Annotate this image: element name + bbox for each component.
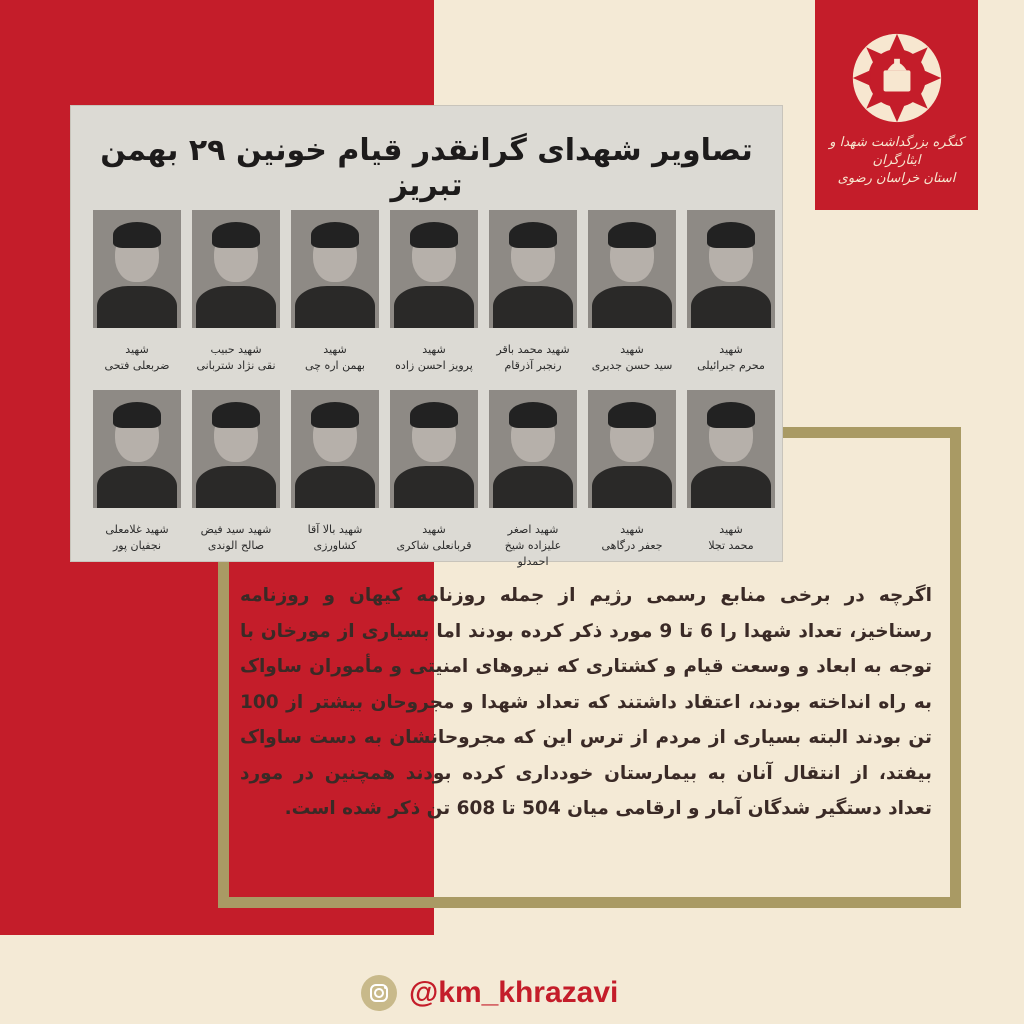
caption-line2: سید حسن جدیری: [591, 359, 673, 372]
martyr-portrait: [687, 390, 775, 554]
portrait-photo: [192, 210, 280, 328]
portrait-photo: [489, 390, 577, 508]
caption-line1: شهید: [620, 343, 644, 356]
portrait-caption: [93, 522, 181, 554]
caption-line2: کشاورزی: [313, 539, 357, 552]
portrait-caption: [687, 342, 775, 374]
portrait-caption: [291, 522, 379, 554]
martyr-portrait: [291, 390, 379, 554]
logo-text: [815, 134, 978, 188]
portrait-caption: [588, 522, 676, 554]
portrait-photo: [588, 390, 676, 508]
caption-line1: شهید: [620, 523, 644, 536]
portrait-caption: [192, 522, 280, 554]
caption-line2: ضربعلی فتحی: [104, 359, 170, 372]
portrait-caption: [489, 342, 577, 374]
martyr-portrait: [588, 390, 676, 554]
portrait-caption: [390, 522, 478, 554]
portrait-caption: [687, 522, 775, 554]
portrait-caption: [93, 342, 181, 374]
portrait-photo: [687, 390, 775, 508]
newspaper-clipping: [70, 105, 783, 568]
portrait-caption: [192, 342, 280, 374]
logo-badge: [815, 0, 978, 210]
portrait-photo: [390, 210, 478, 328]
caption-line1: شهید: [125, 343, 149, 356]
caption-line1: شهید سید فیض: [200, 523, 272, 536]
caption-line1: شهید محمد باقر: [496, 343, 570, 356]
caption-line2: علیزاده شیخ احمدلو: [504, 539, 562, 568]
martyr-portrait: [687, 210, 775, 374]
martyr-portrait: [93, 390, 181, 554]
caption-line1: شهید اصغر: [507, 523, 559, 536]
caption-line1: شهید غلامعلی: [105, 523, 169, 536]
caption-line2: صالح الوندی: [207, 539, 265, 552]
logo-text-line1: کنگره بزرگداشت شهدا و ایثارگران: [829, 135, 964, 168]
rosette-logo-icon: [849, 30, 945, 126]
instagram-icon: [361, 975, 397, 1011]
caption-line2: بهمن اره چی: [305, 359, 365, 372]
caption-line2: محرم جبرائیلی: [697, 359, 765, 372]
martyr-portrait: [390, 210, 478, 374]
martyr-portrait: [489, 390, 577, 570]
caption-line1: شهید: [719, 523, 743, 536]
portrait-photo: [93, 210, 181, 328]
caption-line1: شهید حبیب: [210, 343, 262, 356]
caption-line2: پرویز احسن زاده: [395, 359, 473, 372]
martyr-portrait: [291, 210, 379, 374]
portrait-photo: [489, 210, 577, 328]
caption-line2: نجفیان پور: [112, 539, 162, 552]
caption-line2: جعفر درگاهی: [601, 539, 663, 552]
caption-line2: قربانعلی شاکری: [396, 539, 472, 552]
portrait-photo: [93, 390, 181, 508]
caption-line1: شهید: [422, 343, 446, 356]
portrait-caption: [588, 342, 676, 374]
portrait-photo: [291, 390, 379, 508]
instagram-handle[interactable]: [361, 965, 618, 1021]
caption-line1: شهید: [323, 343, 347, 356]
martyr-portrait: [588, 210, 676, 374]
caption-line2: محمد تجلا: [708, 539, 754, 552]
logo-text-line2: استان خراسان رضوی: [837, 171, 956, 186]
caption-line2: رنجبر آذرقام: [504, 359, 562, 372]
instagram-handle-text[interactable]: @km_khrazavi: [409, 976, 619, 1009]
caption-line2: نقی نژاد شتربانی: [196, 359, 276, 372]
martyr-portrait: [390, 390, 478, 554]
martyr-portrait: [192, 210, 280, 374]
caption-line1: شهید بالا آقا: [307, 523, 363, 536]
martyr-portrait: [192, 390, 280, 554]
portrait-photo: [291, 210, 379, 328]
portrait-photo: [588, 210, 676, 328]
body-paragraph: اگرچه در برخی منابع رسمی رژیم از جمله روزنامه کیهان و روزنامه رستاخیز، تعداد شهدا را 6 تا 9 مورد ذکر کرده بودند اما بسیاری از مورخان با توجه به ابعاد و وسعت قیام و کشتاری که نیروهای امنیتی و مأموران ساواک به راه انداخته بودند، اعتقاد داشتند که تعداد شهدا و مجروحان بیشتر از 100 تن بودند البته بسیاری از مردم از ترس این که مجروحانشان به دست ساواک بیفتد، از انتقال آنان به بیمارستان خودداری کرده بودند همچنین در مورد تعداد دستگیر شدگان آمار و ارقامی میان 504 تا 608 تن ذکر شده است.: [240, 585, 932, 819]
portrait-caption: [291, 342, 379, 374]
caption-line1: شهید: [422, 523, 446, 536]
caption-line1: شهید: [719, 343, 743, 356]
portrait-photo: [687, 210, 775, 328]
martyr-portrait: [93, 210, 181, 374]
portrait-photo: [390, 390, 478, 508]
portrait-caption: [489, 522, 577, 570]
martyr-portrait: [489, 210, 577, 374]
newspaper-title: تصاویر شهدای گرانقدر قیام خونین ۲۹ بهمن تبریز: [100, 133, 753, 203]
portrait-caption: [390, 342, 478, 374]
portrait-photo: [192, 390, 280, 508]
